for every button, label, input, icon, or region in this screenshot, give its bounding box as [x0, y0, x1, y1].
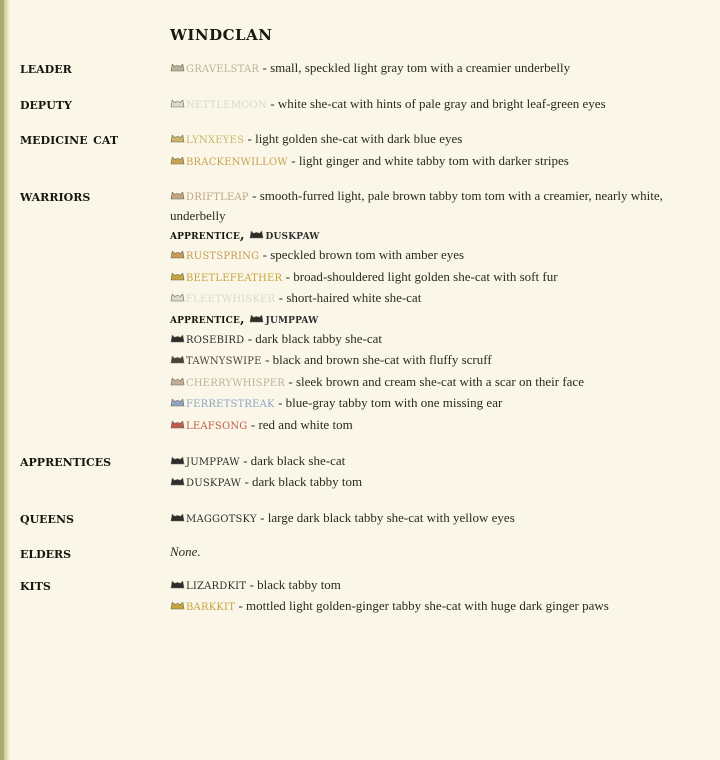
cat-description: - broad-shouldered light golden she-cat with soft fur [285, 268, 558, 284]
cat-description: - white she-cat with hints of pale gray and bright leaf-green eyes [270, 95, 606, 111]
cat-head-icon [170, 454, 185, 466]
rank-members [170, 95, 714, 117]
apprentice-note [170, 311, 710, 327]
apprentice-label: apprentice, [170, 311, 245, 327]
cat-head-icon [170, 132, 185, 144]
rank-label: warriors [20, 186, 91, 206]
cat-description: - sleek brown and cream she-cat with a scar on their face [288, 373, 584, 389]
cat-entry[interactable] [170, 576, 710, 596]
cat-entry[interactable] [170, 246, 710, 266]
cat-name[interactable]: fleetwhisker [186, 290, 276, 307]
cat-name[interactable]: duskpaw [186, 474, 242, 491]
cat-head-icon [170, 291, 185, 303]
cat-name[interactable]: lynxeyes [186, 131, 245, 148]
cat-entry[interactable] [170, 597, 710, 617]
rank-block [10, 187, 714, 437]
rank-label: elders [20, 543, 72, 563]
cat-description: - mottled light golden-ginger tabby she-cat with huge dark ginger paws [238, 598, 609, 614]
rank-block [10, 509, 714, 531]
rank-block [10, 452, 714, 495]
cat-head-icon [170, 511, 185, 523]
rank-block [10, 576, 714, 619]
rank-block [10, 544, 714, 562]
cat-name[interactable]: maggotsky [186, 509, 257, 526]
cat-entry[interactable] [170, 473, 710, 493]
cat-name[interactable]: jumppaw [186, 452, 240, 469]
rank-members [170, 187, 714, 437]
cat-head-icon [170, 578, 185, 590]
rank-label: medicine cat [20, 129, 119, 149]
cat-entry[interactable] [170, 289, 710, 309]
cat-head-icon [170, 189, 185, 201]
empty-rank-text: None. [170, 544, 201, 560]
cat-name[interactable]: gravelstar [186, 60, 260, 76]
cat-entry[interactable] [170, 95, 710, 115]
cat-description: - dark black tabby tom [244, 474, 363, 490]
cat-description: - light ginger and white tabby tom with darker stripes [291, 152, 569, 168]
cat-description: - short-haired white she-cat [278, 290, 422, 306]
cat-entry[interactable] [170, 130, 710, 150]
rank-members [170, 576, 714, 619]
rank-label: deputy [20, 93, 72, 113]
cat-name[interactable]: ferretstreak [186, 395, 275, 412]
rank-label: leader [20, 58, 72, 77]
cat-name[interactable]: nettlemoon [186, 95, 267, 112]
rank-label: queens [20, 507, 74, 527]
cat-head-icon [170, 396, 185, 408]
cat-entry[interactable] [170, 59, 710, 79]
cat-entry[interactable] [170, 330, 710, 350]
cat-entry[interactable] [170, 351, 710, 371]
rank-members [170, 452, 714, 495]
cat-description: - large dark black tabby she-cat with yellow eyes [260, 509, 515, 525]
cat-name[interactable]: rustspring [186, 247, 260, 264]
cat-name[interactable]: beetlefeather [186, 268, 283, 285]
rank-label: apprentices [20, 450, 112, 470]
cat-head-icon [170, 154, 185, 166]
cat-head-icon [170, 599, 185, 611]
cat-head-icon [170, 332, 185, 344]
cat-description: - red and white tom [250, 416, 353, 432]
cat-name[interactable]: brackenwillow [186, 152, 288, 169]
cat-description: - dark black tabby she-cat [247, 330, 382, 346]
cat-name[interactable]: rosebird [186, 330, 245, 347]
cat-head-icon [249, 312, 264, 324]
cat-entry[interactable] [170, 452, 710, 472]
cat-name[interactable]: lizardkit [186, 576, 247, 593]
apprentice-note [170, 227, 710, 243]
rank-members [170, 509, 714, 531]
rank-block [10, 59, 714, 81]
cat-head-icon [170, 97, 185, 109]
rank-members [170, 59, 714, 81]
cat-entry[interactable] [170, 416, 710, 436]
cat-head-icon [170, 248, 185, 260]
cat-entry[interactable] [170, 394, 710, 414]
cat-description: - light golden she-cat with dark blue eyes [247, 131, 463, 147]
cat-description: - speckled brown tom with amber eyes [262, 247, 465, 263]
rank-list [10, 59, 714, 619]
cat-entry[interactable] [170, 268, 710, 288]
cat-name[interactable]: tawnyswipe [186, 352, 262, 369]
rank-label: kits [20, 574, 51, 594]
rank-block [10, 130, 714, 173]
cat-name[interactable]: leafsong [186, 416, 248, 433]
cat-head-icon [170, 61, 185, 73]
cat-description: - blue-gray tabby tom with one missing ear [278, 395, 503, 411]
rank-members [170, 544, 714, 560]
apprentice-name[interactable]: duskpaw [265, 227, 320, 244]
cat-description: - black tabby tom [249, 576, 341, 592]
cat-entry[interactable] [170, 187, 710, 225]
cat-entry[interactable] [170, 373, 710, 393]
apprentice-label: apprentice, [170, 228, 245, 244]
cat-head-icon [170, 475, 185, 487]
cat-name[interactable]: driftleap [186, 188, 249, 205]
cat-head-icon [170, 270, 185, 282]
cat-description: - small, speckled light gray tom with a creamier underbelly [262, 60, 571, 75]
cat-head-icon [249, 228, 264, 240]
cat-head-icon [170, 353, 185, 365]
page-title: windclan [170, 20, 273, 45]
cat-head-icon [170, 375, 185, 387]
cat-description: - dark black she-cat [243, 452, 346, 468]
cat-name[interactable]: barkkit [186, 598, 236, 615]
cat-description: - smooth-furred light, pale brown tabby tom tom with a creamier, nearly white, underbelly [170, 188, 663, 223]
cat-entry[interactable] [170, 152, 710, 172]
cat-entry[interactable] [170, 509, 710, 529]
rank-block [10, 95, 714, 117]
cat-name[interactable]: cherrywhisper [186, 373, 285, 390]
rank-members [170, 130, 714, 173]
cat-description: - black and brown she-cat with fluffy scruff [265, 352, 492, 368]
apprentice-name[interactable]: jumppaw [265, 310, 319, 327]
cat-head-icon [170, 418, 185, 430]
